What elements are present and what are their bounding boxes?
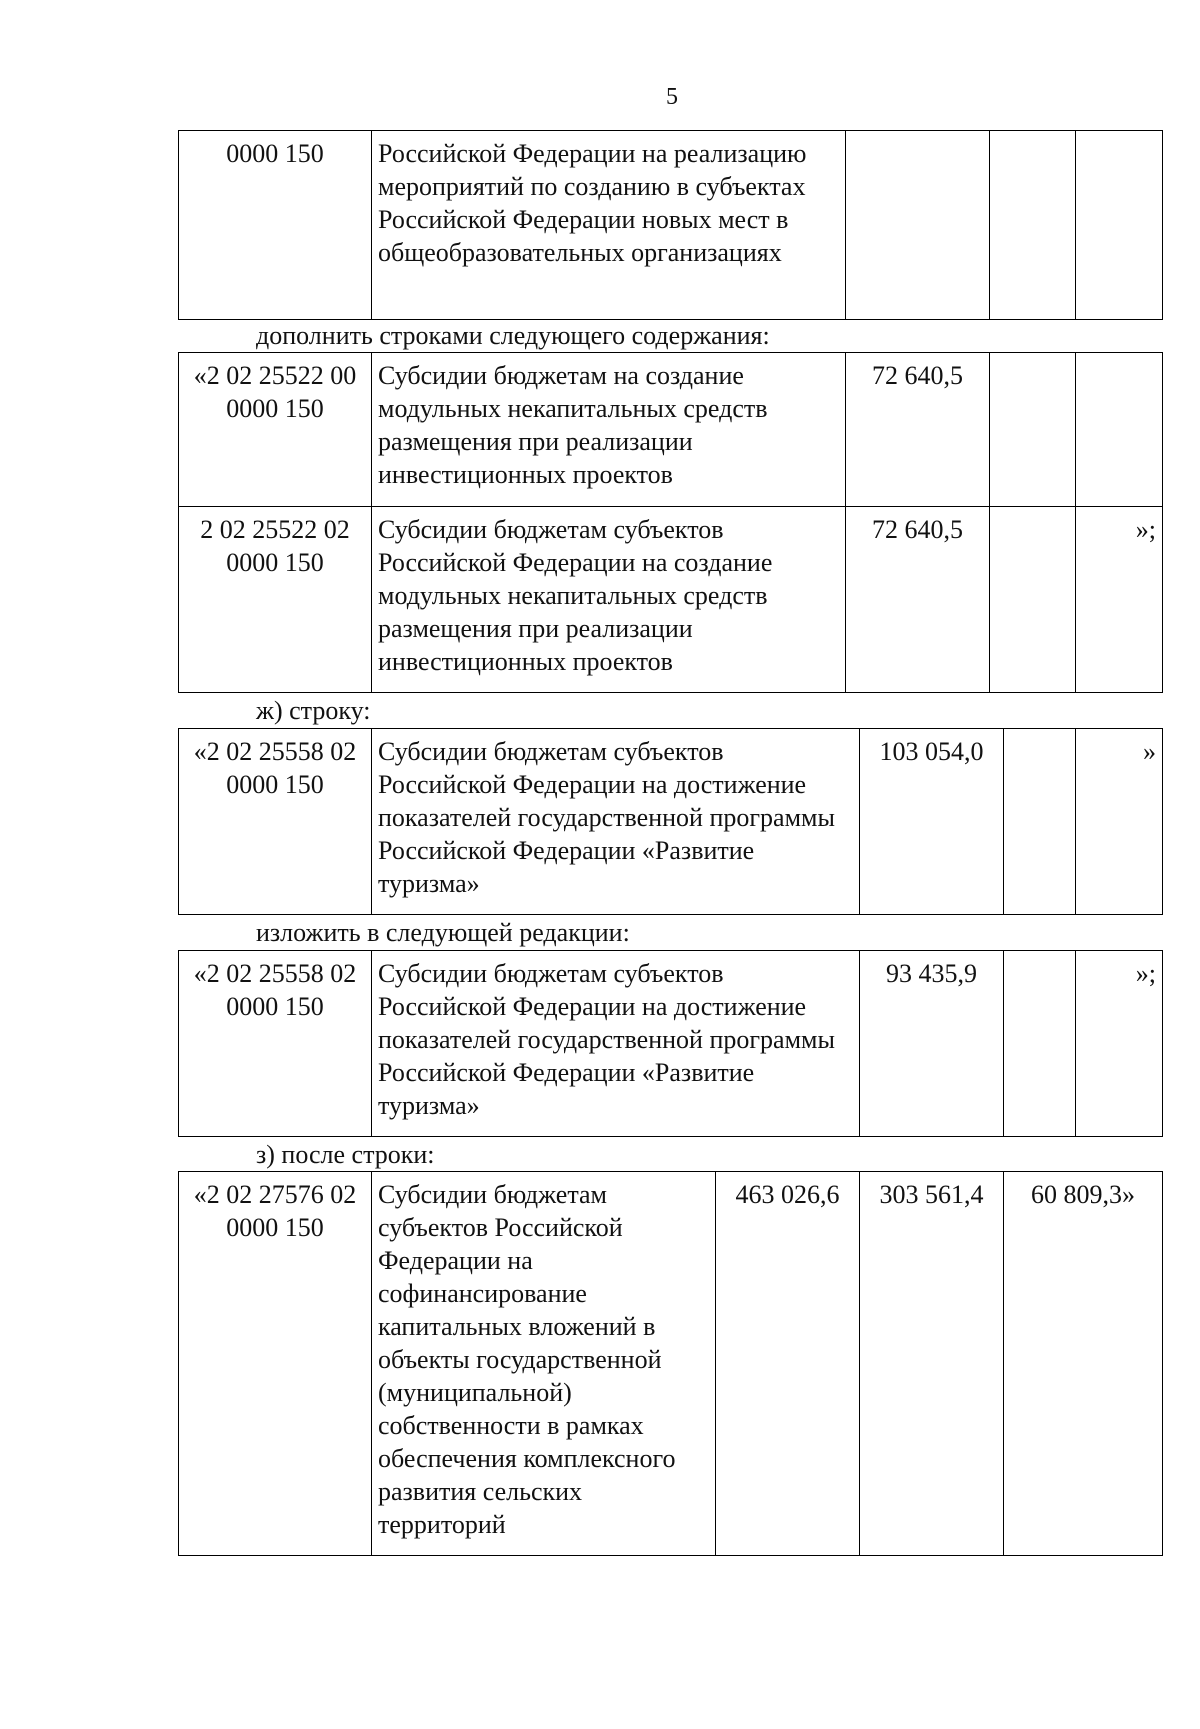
budget-code: 2 02 25522 02 0000 150 [179, 507, 372, 693]
row-description: Субсидии бюджетам субъектов Российской Федерации на достижение показателей государственной программы Российской Федерации «Развитие туризма» [372, 951, 860, 1137]
budget-code: «2 02 25558 02 0000 150 [179, 951, 372, 1137]
table-row [179, 353, 1163, 507]
amount-1: 72 640,5 [846, 507, 990, 693]
budget-code: «2 02 27576 02 0000 150 [179, 1172, 372, 1556]
instruction-row-zh: ж) строку: [256, 696, 371, 725]
table-row [179, 951, 1163, 1137]
amount-2: 303 561,4 [860, 1172, 1004, 1556]
amendment-table-continued [178, 130, 1163, 320]
budget-code: «2 02 25558 02 0000 150 [179, 729, 372, 915]
instruction-after-row: з) после строки: [256, 1140, 435, 1169]
row-description: Субсидии бюджетам субъектов Российской Федерации на создание модульных некапитальных средств размещения при реализации инвестиционных проектов [372, 507, 846, 693]
old-row-table [178, 728, 1163, 915]
amount-3: »; [1076, 951, 1163, 1137]
instruction-new-edition: изложить в следующей редакции: [256, 918, 630, 947]
amount-3: »; [1076, 507, 1163, 693]
amount-2 [990, 507, 1076, 693]
instruction-add-rows: дополнить строками следующего содержания: [256, 321, 770, 350]
table-row [179, 507, 1163, 693]
row-description: Субсидии бюджетам субъектов Российской Федерации на софинансирование капитальных вложений в объекты государственной (муниципальной) собственности в рамках обеспечения комплексного развития сельских территорий [372, 1172, 716, 1556]
amount-2 [990, 353, 1076, 507]
amount-3 [1076, 131, 1163, 320]
after-row-table [178, 1171, 1163, 1556]
amount-3 [1076, 353, 1163, 507]
added-rows-table [178, 352, 1163, 693]
table-row [179, 729, 1163, 915]
amount-1: 463 026,6 [716, 1172, 860, 1556]
amount-2 [1004, 951, 1076, 1137]
row-description: Субсидии бюджетам на создание модульных некапитальных средств размещения при реализации инвестиционных проектов [372, 353, 846, 507]
row-description: Российской Федерации на реализацию мероприятий по созданию в субъектах Российской Федерации новых мест в общеобразовательных организациях [372, 131, 846, 320]
table-row [179, 1172, 1163, 1556]
new-row-table [178, 950, 1163, 1137]
amount-3: 60 809,3» [1004, 1172, 1163, 1556]
amount-2 [1004, 729, 1076, 915]
amount-2 [990, 131, 1076, 320]
amount-1: 72 640,5 [846, 353, 990, 507]
amount-1 [846, 131, 990, 320]
row-description: Субсидии бюджетам субъектов Российской Федерации на достижение показателей государственной программы Российской Федерации «Развитие туризма» [372, 729, 860, 915]
budget-code: 0000 150 [179, 131, 372, 320]
amount-1: 93 435,9 [860, 951, 1004, 1137]
budget-code: «2 02 25522 00 0000 150 [179, 353, 372, 507]
amount-1: 103 054,0 [860, 729, 1004, 915]
page-number: 5 [666, 84, 678, 110]
table-row [179, 131, 1163, 320]
amount-3: » [1076, 729, 1163, 915]
